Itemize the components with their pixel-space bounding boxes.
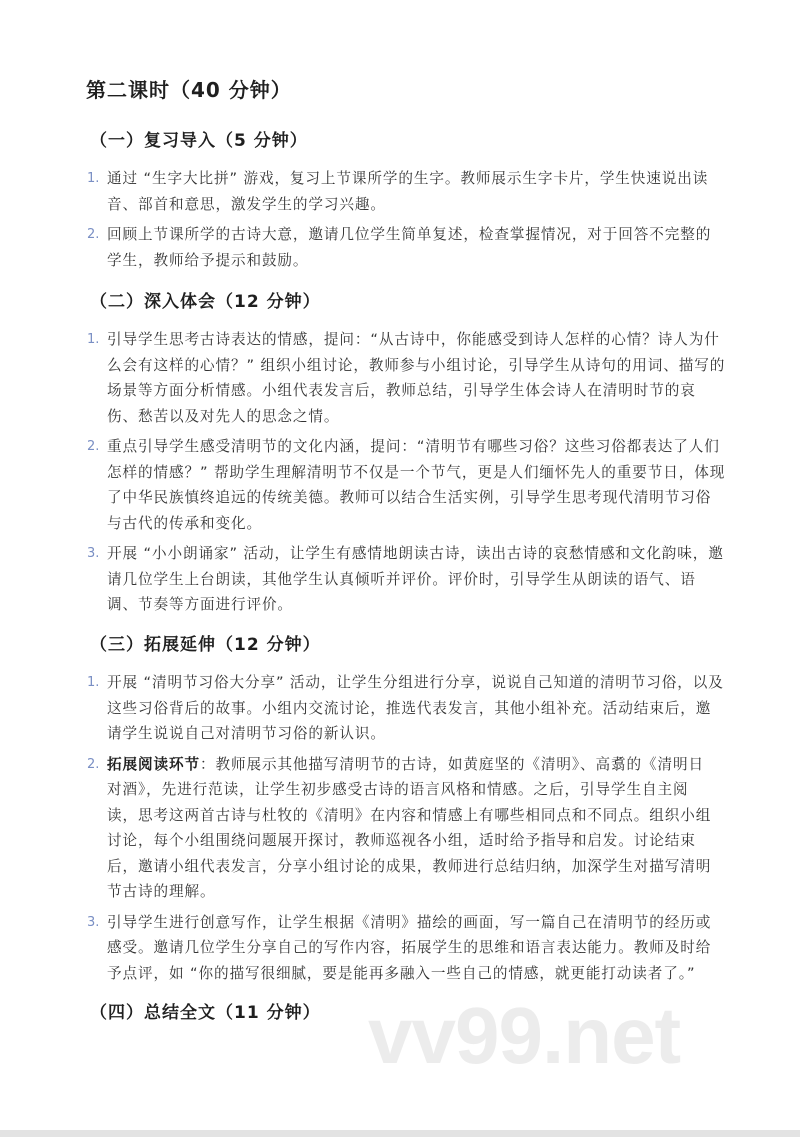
line-text: 学生，教师给予提示和鼓励。 — [107, 251, 309, 269]
text-line — [107, 541, 730, 567]
text-line — [107, 961, 730, 987]
line-text: ：教师展示其他描写清明节的古诗，如黄庭坚的《清明》、高翥的《清明日 — [199, 755, 704, 773]
bold-label: 拓展阅读环节 — [107, 755, 200, 773]
line-text: 开展 “清明节习俗大分享” 活动，让学生分组进行分享，说说自己知道的清明节习俗，以及 — [107, 674, 724, 691]
text-line — [107, 777, 730, 803]
text-line — [107, 511, 730, 537]
line-text: 开展 “小小朗诵家” 活动，让学生有感情地朗读古诗，读出古诗的哀愁情感和文化韵味，邀 — [107, 545, 724, 562]
line-text: 引导学生思考古诗表达的情感，提问：“从古诗中，你能感受到诗人怎样的心情？诗人为什 — [107, 331, 720, 348]
line-text: 回顾上节课所学的古诗大意，邀请几位学生简单复述，检查掌握情况，对于回答不完整的 — [107, 226, 712, 243]
text-line — [107, 460, 730, 486]
text-line — [107, 192, 730, 218]
text-line — [107, 752, 730, 778]
text-line — [107, 567, 730, 593]
line-text: 伤、愁苦以及对先人的思念之情。 — [107, 407, 340, 425]
line-text: 怎样的情感？” 帮助学生理解清明节不仅是一个节气，更是人们缅怀先人的重要节日，体现 — [107, 463, 726, 481]
section-heading: （二）深入体会（12 分钟） — [90, 292, 321, 312]
text-line — [107, 803, 730, 829]
text-line — [107, 166, 730, 192]
list-number: 1. — [87, 675, 100, 690]
list-number: 2. — [87, 227, 100, 242]
section-heading: （三）拓展延伸（12 分钟） — [90, 635, 321, 655]
line-text: 重点引导学生感受清明节的文化内涵，提问：“清明节有哪些习俗？这些习俗都表达了人们 — [107, 438, 720, 455]
page-bottom-edge — [0, 1130, 800, 1137]
watermark: vv99.net — [368, 991, 681, 1080]
line-text: 感受。邀请几位学生分享自己的写作内容，拓展学生的思维和语言表达能力。教师及时给 — [107, 939, 712, 956]
line-text: 这些习俗背后的故事。小组内交流讨论，推选代表发言，其他小组补充。活动结束后，邀 — [107, 699, 712, 717]
text-line — [107, 353, 730, 379]
list-item — [87, 166, 730, 217]
line-text: 请学生说说自己对清明节习俗的新认识。 — [107, 725, 386, 742]
list-number: 1. — [87, 171, 100, 186]
line-text: 节古诗的理解。 — [107, 883, 216, 900]
text-line — [107, 248, 730, 274]
list-number: 2. — [87, 439, 100, 454]
line-text: 引导学生进行创意写作，让学生根据《清明》描绘的画面，写一篇自己在清明节的经历或 — [107, 913, 712, 931]
text-line — [107, 378, 730, 404]
lesson-title: 第二课时（40 分钟） — [86, 78, 292, 102]
line-text: 通过 “生字大比拼” 游戏，复习上节课所学的生字。教师展示生字卡片，学生快速说出读 — [107, 170, 709, 187]
section — [87, 126, 730, 278]
text-line — [107, 222, 730, 248]
list-item — [87, 752, 730, 905]
text-line — [107, 592, 730, 618]
list-item — [87, 910, 730, 987]
text-line — [107, 696, 730, 722]
list-number: 2. — [87, 756, 100, 772]
text-line — [107, 910, 730, 936]
text-line — [107, 327, 730, 353]
line-text: 音、部首和意思，激发学生的学习兴趣。 — [107, 195, 386, 213]
text-line — [107, 404, 730, 430]
list-item — [87, 222, 730, 273]
text-line — [107, 485, 730, 511]
line-text: 读，思考这两首古诗与杜牧的《清明》在内容和情感上有哪些相同点和不同点。组织小组 — [107, 806, 712, 824]
text-line — [107, 670, 730, 696]
line-text: 予点评，如 “你的描写很细腻，要是能再多融入一些自己的情感，就更能打动读者了。” — [107, 964, 696, 982]
list-number: 3. — [87, 914, 100, 930]
list-item — [87, 327, 730, 429]
text-line — [107, 854, 730, 880]
line-text: 么会有这样的心情？” 组织小组讨论，教师参与小组讨论，引导学生从诗句的用词、描写的 — [107, 356, 726, 374]
text-line — [107, 935, 730, 961]
text-line — [107, 879, 730, 905]
line-text: 场景等方面分析情感。小组代表发言后，教师总结，引导学生体会诗人在清明时节的哀 — [107, 382, 696, 399]
text-line — [107, 434, 730, 460]
line-text: 与古代的传承和变化。 — [107, 514, 262, 532]
list-item — [87, 541, 730, 618]
line-text: 了中华民族慎终追远的传统美德。教师可以结合生活实例，引导学生思考现代清明节习俗 — [107, 489, 712, 506]
line-text: 讨论，每个小组围绕问题展开探讨，教师巡视各小组，适时给予指导和启发。讨论结束 — [107, 832, 696, 849]
section-heading: （一）复习导入（5 分钟） — [90, 131, 308, 151]
text-line — [107, 721, 730, 747]
line-text: 对酒》，先进行范读，让学生初步感受古诗的语言风格和情感。之后，引导学生自主阅 — [107, 781, 689, 798]
section-heading: （四）总结全文（11 分钟） — [90, 1003, 321, 1023]
section — [87, 630, 730, 991]
list-item — [87, 670, 730, 747]
section — [87, 287, 730, 623]
line-text: 调、节奏等方面进行评价。 — [107, 596, 293, 613]
list-number: 1. — [87, 332, 100, 347]
line-text: 请几位学生上台朗读，其他学生认真倾听并评价。评价时，引导学生从朗读的语气、语 — [107, 570, 696, 588]
list-item — [87, 434, 730, 536]
list-number: 3. — [87, 546, 100, 561]
line-text: 后，邀请小组代表发言，分享小组讨论的成果，教师进行总结归纳，加深学生对描写清明 — [107, 857, 712, 875]
text-line — [107, 828, 730, 854]
